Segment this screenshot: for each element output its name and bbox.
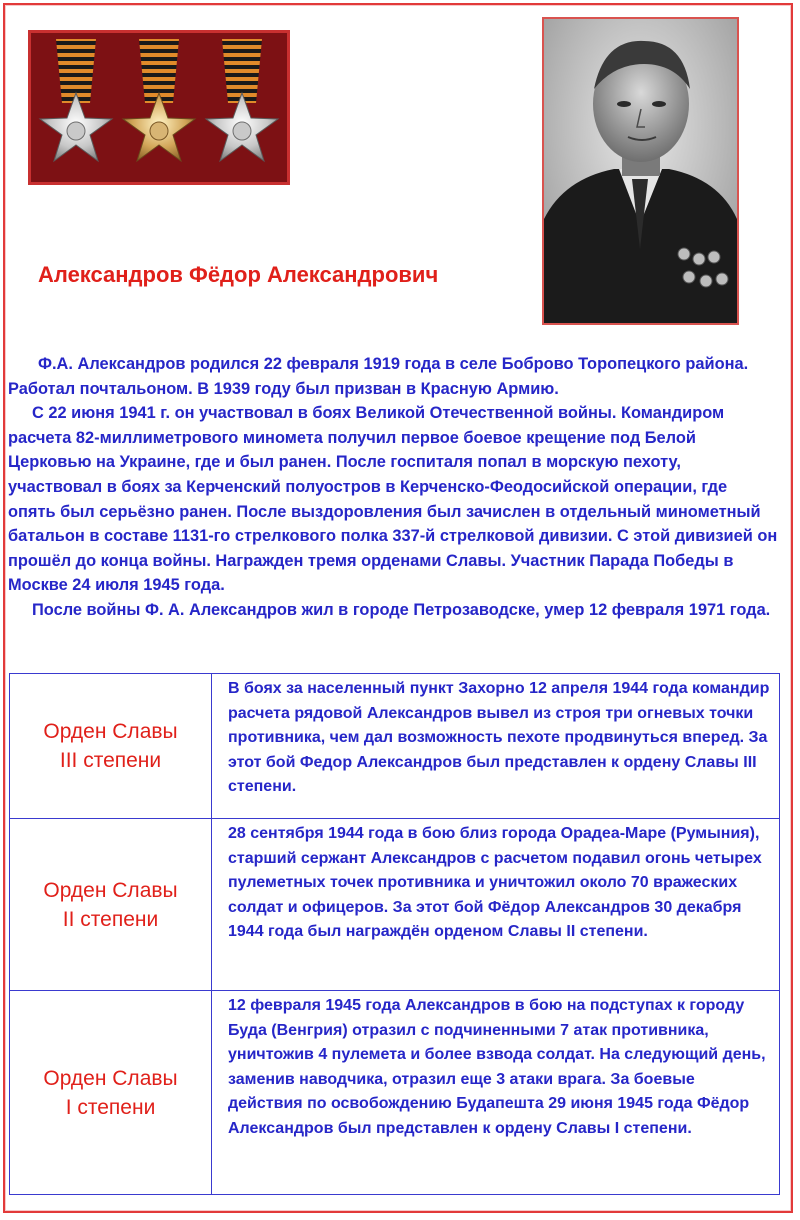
person-name: Александров Фёдор Александрович <box>38 262 439 287</box>
award-description: В боях за населенный пункт Захорно 12 апреля 1944 года командир расчета рядовой Александров вывел из строя три огневых точки противника, чем дал возможность пехоте продвинуться вперед. За этот бой Федор Александров был представлен к ордену Славы III степени. <box>212 674 780 819</box>
award-title-line-2: III степени <box>59 749 162 772</box>
awards-table <box>9 673 780 1195</box>
award-title-line-1: Орден Славы <box>43 720 178 743</box>
award-row <box>10 991 780 1195</box>
award-row <box>10 674 780 819</box>
award-title-line-2: I степени <box>65 1095 156 1119</box>
medals-illustration <box>31 33 287 182</box>
award-row <box>10 819 780 991</box>
portrait-illustration <box>544 19 737 323</box>
award-title <box>10 819 212 991</box>
bio-paragraph-1: Ф.А. Александров родился 22 февраля 1919 года в селе Боброво Торопецкого района. Работал почтальоном. В 1939 году был призван в Красную Армию. <box>8 355 749 398</box>
portrait-photo <box>542 17 739 325</box>
biography <box>8 352 778 623</box>
award-title-line-1: Орден Славы <box>43 878 178 902</box>
medals-image <box>28 30 290 185</box>
bio-paragraph-3: После войны Ф. А. Александров жил в городе Петрозаводске, умер 12 февраля 1971 года. <box>32 600 771 619</box>
bio-paragraph-2: С 22 июня 1941 г. он участвовал в боях Великой Отечественной войны. Командиром расчета 82-миллиметрового миномета получил первое боевое крещение под Белой Церковью на Украине, где и был ранен. После госпиталя попал в морскую пехоту, участвовал в боях за Керченский полуостров в Керченско-Феодосийской операции, где опять был серьёзно ранен. После выздоровления был зачислен в отдельный минометный батальон в составе 1131-го стрелкового полка 337-й стрелковой дивизии. С этой дивизией он прошёл до конца войны. Награжден тремя орденами Славы. Участник Парада Победы в Москве 24 июля 1945 года. <box>8 404 778 595</box>
award-title <box>10 674 212 819</box>
award-title-line-1: Орден Славы <box>43 1066 178 1090</box>
award-description: 28 сентября 1944 года в бою близ города Орадеа-Маре (Румыния), старший сержант Александров с расчетом подавил огонь четырех пулеметных точек противника и уничтожил около 70 вражеских солдат и офицеров. За этот бой Фёдор Александров 30 декабря 1944 года был награждён орденом Славы II степени. <box>212 819 780 991</box>
award-description: 12 февраля 1945 года Александров в бою на подступах к городу Буда (Венгрия) отразил с подчиненными 7 атак противника, уничтожив 4 пулемета и более взвода солдат. На следующий день, заменив наводчика, отразил еще 3 атаки врага. За боевые действия по освобождению Будапешта 29 июня 1945 года Фёдор Александров был представлен к ордену Славы I степени. <box>212 991 780 1195</box>
award-title-line-2: II степени <box>62 907 159 931</box>
award-title <box>10 991 212 1195</box>
